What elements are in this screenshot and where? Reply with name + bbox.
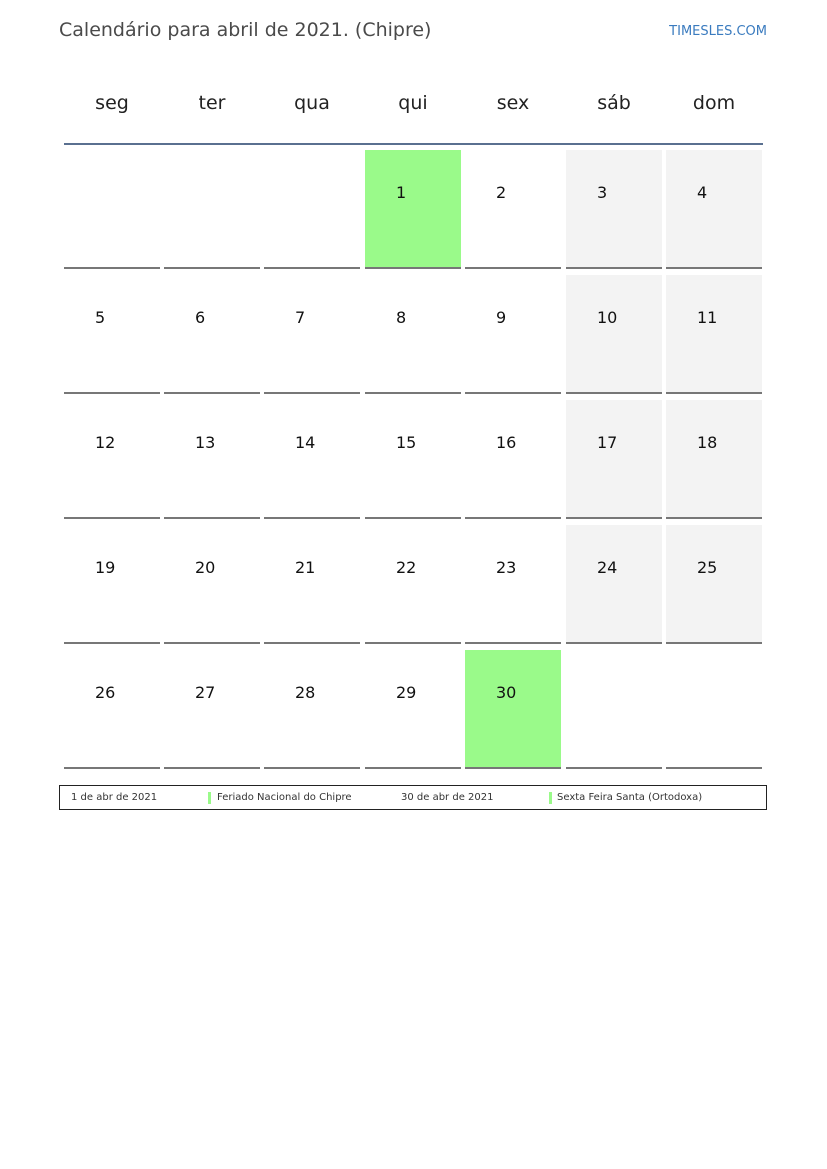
day-cell	[64, 400, 160, 519]
day-cell	[566, 150, 662, 269]
day-cell	[64, 650, 160, 769]
day-cell	[164, 275, 260, 394]
weekday-wed: qua	[294, 92, 330, 114]
day-cell	[264, 525, 360, 644]
empty-day-cell	[666, 650, 762, 769]
day-number: 5	[95, 308, 106, 327]
empty-day-cell	[64, 150, 160, 269]
weekday-fri: sex	[496, 92, 530, 114]
day-cell	[164, 650, 260, 769]
day-number: 18	[697, 433, 718, 452]
day-cell	[365, 275, 461, 394]
day-number: 19	[95, 558, 116, 577]
day-cell	[264, 400, 360, 519]
day-number: 21	[295, 558, 316, 577]
day-cell	[365, 400, 461, 519]
day-number: 6	[195, 308, 206, 327]
day-number: 3	[597, 183, 608, 202]
day-number: 4	[697, 183, 708, 202]
day-number: 27	[195, 683, 216, 702]
day-number: 20	[195, 558, 216, 577]
weekday-thu: qui	[398, 92, 428, 114]
day-cell	[666, 525, 762, 644]
weekday-sun: dom	[692, 92, 736, 114]
day-number: 7	[295, 308, 306, 327]
holiday-legend	[59, 785, 767, 810]
day-number: 24	[597, 558, 618, 577]
day-number: 10	[597, 308, 618, 327]
site-link[interactable]: TIMESLES.COM	[669, 24, 767, 39]
day-number: 30	[496, 683, 517, 702]
day-cell	[264, 275, 360, 394]
day-cell	[164, 525, 260, 644]
day-cell	[666, 275, 762, 394]
day-number: 25	[697, 558, 718, 577]
day-cell	[465, 400, 561, 519]
day-number: 22	[396, 558, 417, 577]
day-cell	[64, 525, 160, 644]
day-cell	[164, 400, 260, 519]
day-number: 29	[396, 683, 417, 702]
weekday-sat: sáb	[597, 92, 631, 114]
day-cell	[64, 275, 160, 394]
legend-date-2: 30 de abr de 2021	[401, 792, 494, 803]
day-cell	[566, 275, 662, 394]
day-number: 28	[295, 683, 316, 702]
empty-day-cell	[566, 650, 662, 769]
legend-holiday-swatch-2	[549, 792, 552, 804]
day-number: 15	[396, 433, 417, 452]
weekday-tue: ter	[198, 92, 226, 114]
day-cell	[465, 150, 561, 269]
legend-holiday-name-2: Sexta Feira Santa (Ortodoxa)	[557, 792, 703, 803]
day-cell	[666, 400, 762, 519]
day-number: 23	[496, 558, 517, 577]
day-number: 8	[396, 308, 407, 327]
empty-day-cell	[164, 150, 260, 269]
day-number: 17	[597, 433, 618, 452]
page-title: Calendário para abril de 2021. (Chipre)	[59, 19, 432, 41]
legend-date-1: 1 de abr de 2021	[71, 792, 158, 803]
day-cell	[365, 650, 461, 769]
day-number: 1	[396, 183, 407, 202]
day-cell	[566, 400, 662, 519]
day-cell	[465, 650, 561, 769]
empty-day-cell	[264, 150, 360, 269]
day-number: 13	[195, 433, 216, 452]
day-number: 2	[496, 183, 507, 202]
day-cell	[666, 150, 762, 269]
day-number: 26	[95, 683, 116, 702]
day-number: 9	[496, 308, 507, 327]
day-cell	[264, 650, 360, 769]
legend-holiday-swatch-1	[208, 792, 211, 804]
day-cell	[465, 525, 561, 644]
day-cell	[365, 525, 461, 644]
day-number: 11	[697, 308, 718, 327]
day-number: 16	[496, 433, 517, 452]
day-number: 12	[95, 433, 116, 452]
day-cell	[465, 275, 561, 394]
day-cell	[566, 525, 662, 644]
legend-holiday-name-1: Feriado Nacional do Chipre	[217, 792, 352, 803]
day-cell	[365, 150, 461, 269]
day-number: 14	[295, 433, 316, 452]
weekday-mon: seg	[95, 92, 129, 114]
